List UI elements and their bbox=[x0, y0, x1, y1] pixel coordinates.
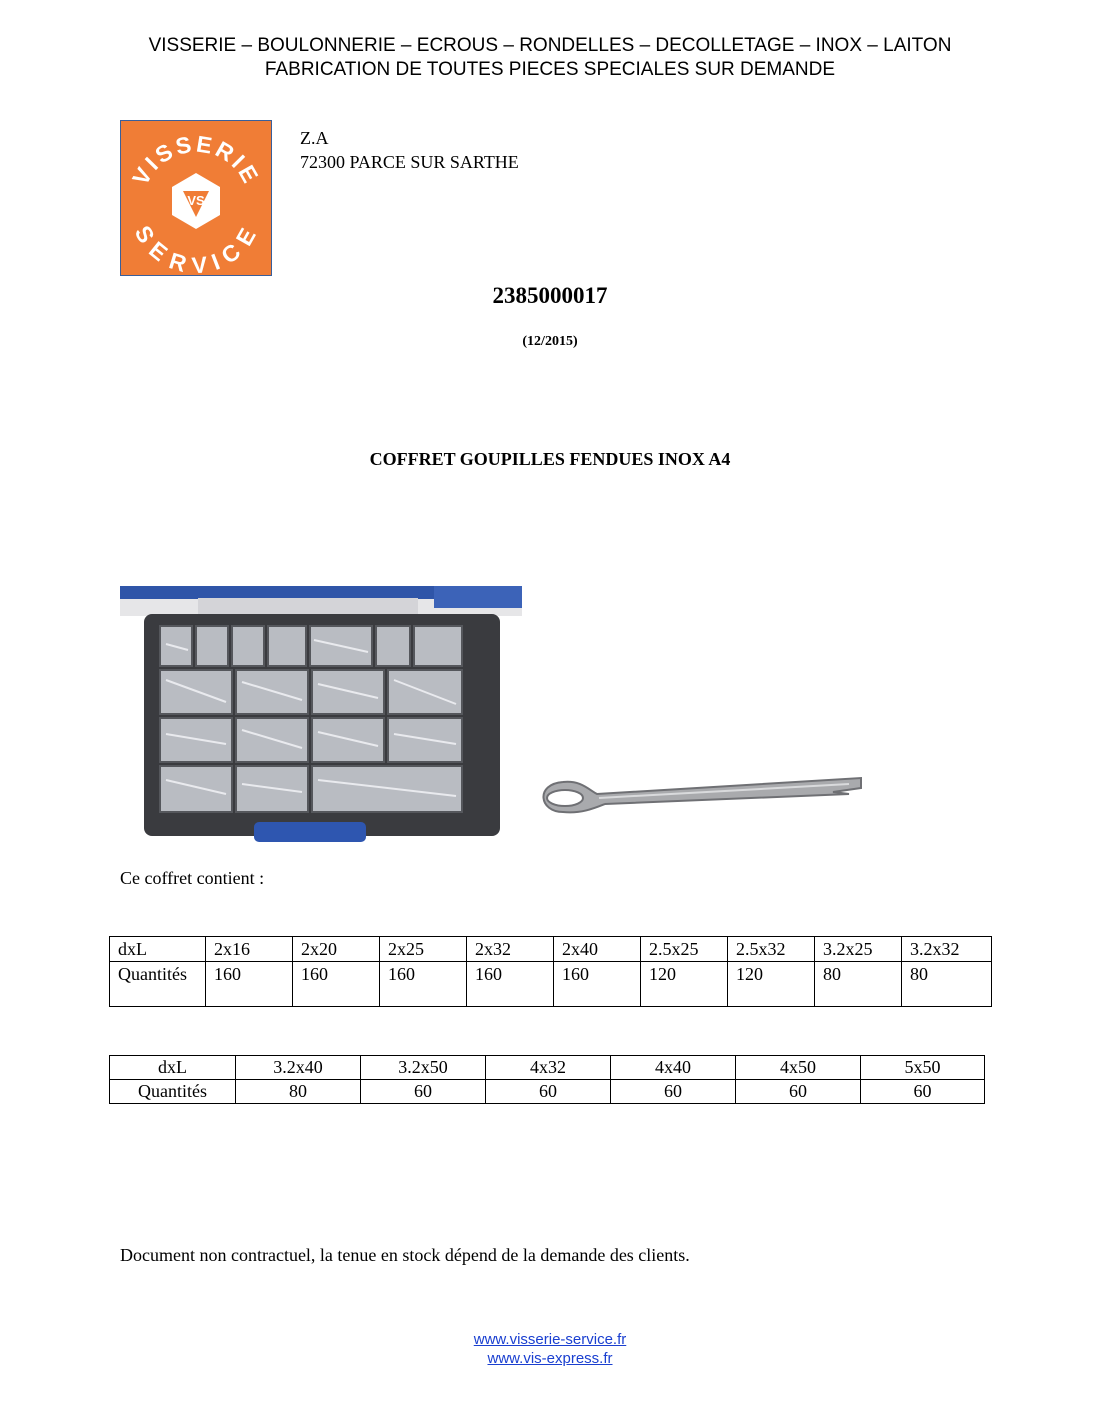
product-reference: 2385000017 bbox=[492, 283, 608, 308]
table1-size-cell: 2x32 bbox=[467, 937, 554, 962]
cotter-pin-image bbox=[533, 768, 869, 828]
disclaimer-text: Document non contractuel, la tenue en stock dépend de la demande des clients. bbox=[120, 1245, 690, 1265]
table2-size-cell: 4x32 bbox=[486, 1056, 611, 1080]
website-link-visserie-service[interactable]: www.visserie-service.fr bbox=[473, 1331, 627, 1348]
table2-size-cell: 3.2x40 bbox=[236, 1056, 361, 1080]
table1-size-cell: 3.2x32 bbox=[902, 937, 992, 962]
logo-text-top: VISSERIE bbox=[127, 130, 265, 190]
sizes-table-2 bbox=[109, 1055, 985, 1104]
table2-quantity-cell: 80 bbox=[236, 1080, 361, 1104]
table2-quantity-cell: 60 bbox=[361, 1080, 486, 1104]
table1-quantity-cell: 160 bbox=[206, 962, 293, 1007]
table1-quantity-cell: 160 bbox=[380, 962, 467, 1007]
table1-size-cell: 2x20 bbox=[293, 937, 380, 962]
product-title: COFFRET GOUPILLES FENDUES INOX A4 bbox=[369, 449, 731, 469]
assortment-box-image bbox=[118, 584, 524, 846]
address-line-1: Z.A bbox=[300, 128, 329, 148]
table2-row-label-size: dxL bbox=[110, 1056, 236, 1080]
address-line-2: 72300 PARCE SUR SARTHE bbox=[300, 152, 519, 172]
table2-quantity-cell: 60 bbox=[611, 1080, 736, 1104]
svg-text:SERVICE bbox=[130, 221, 262, 275]
logo-text-bottom: SERVICE bbox=[129, 221, 263, 275]
table1-size-cell: 2.5x32 bbox=[728, 937, 815, 962]
document-date: (12/2015) bbox=[522, 334, 578, 349]
table1-quantity-cell: 160 bbox=[467, 962, 554, 1007]
table1-size-cell: 2.5x25 bbox=[641, 937, 728, 962]
table1-row-label-quantity: Quantités bbox=[110, 962, 206, 1007]
table2-quantity-cell: 60 bbox=[486, 1080, 611, 1104]
table1-size-cell: 2x40 bbox=[554, 937, 641, 962]
header-line-1: VISSERIE – BOULONNERIE – ECROUS – RONDELLES – DECOLLETAGE – INOX – LAITON bbox=[148, 35, 952, 56]
table1-row-label-size: dxL bbox=[110, 937, 206, 962]
table1-size-cell: 2x16 bbox=[206, 937, 293, 962]
header-line-2: FABRICATION DE TOUTES PIECES SPECIALES SUR DEMANDE bbox=[264, 59, 836, 80]
table1-size-cell: 3.2x25 bbox=[815, 937, 902, 962]
intro-text: Ce coffret contient : bbox=[120, 868, 265, 888]
website-link-1-wrapper bbox=[0, 1331, 1100, 1348]
sizes-table-1 bbox=[109, 936, 992, 1007]
table2-size-cell: 4x40 bbox=[611, 1056, 736, 1080]
logo-monogram: VS bbox=[187, 193, 205, 208]
table2-quantity-cell: 60 bbox=[861, 1080, 985, 1104]
table1-quantity-cell: 80 bbox=[815, 962, 902, 1007]
table1-quantity-cell: 120 bbox=[641, 962, 728, 1007]
company-logo bbox=[120, 120, 272, 276]
table2-size-cell: 3.2x50 bbox=[361, 1056, 486, 1080]
table1-size-cell: 2x25 bbox=[380, 937, 467, 962]
table2-size-cell: 4x50 bbox=[736, 1056, 861, 1080]
website-link-vis-express[interactable]: www.vis-express.fr bbox=[487, 1350, 613, 1367]
table1-quantity-cell: 160 bbox=[293, 962, 380, 1007]
table2-size-cell: 5x50 bbox=[861, 1056, 985, 1080]
table1-quantity-cell: 80 bbox=[902, 962, 992, 1007]
table2-row-label-quantity: Quantités bbox=[110, 1080, 236, 1104]
table1-quantity-cell: 160 bbox=[554, 962, 641, 1007]
website-link-2-wrapper bbox=[0, 1350, 1100, 1367]
table1-quantity-cell: 120 bbox=[728, 962, 815, 1007]
table2-quantity-cell: 60 bbox=[736, 1080, 861, 1104]
